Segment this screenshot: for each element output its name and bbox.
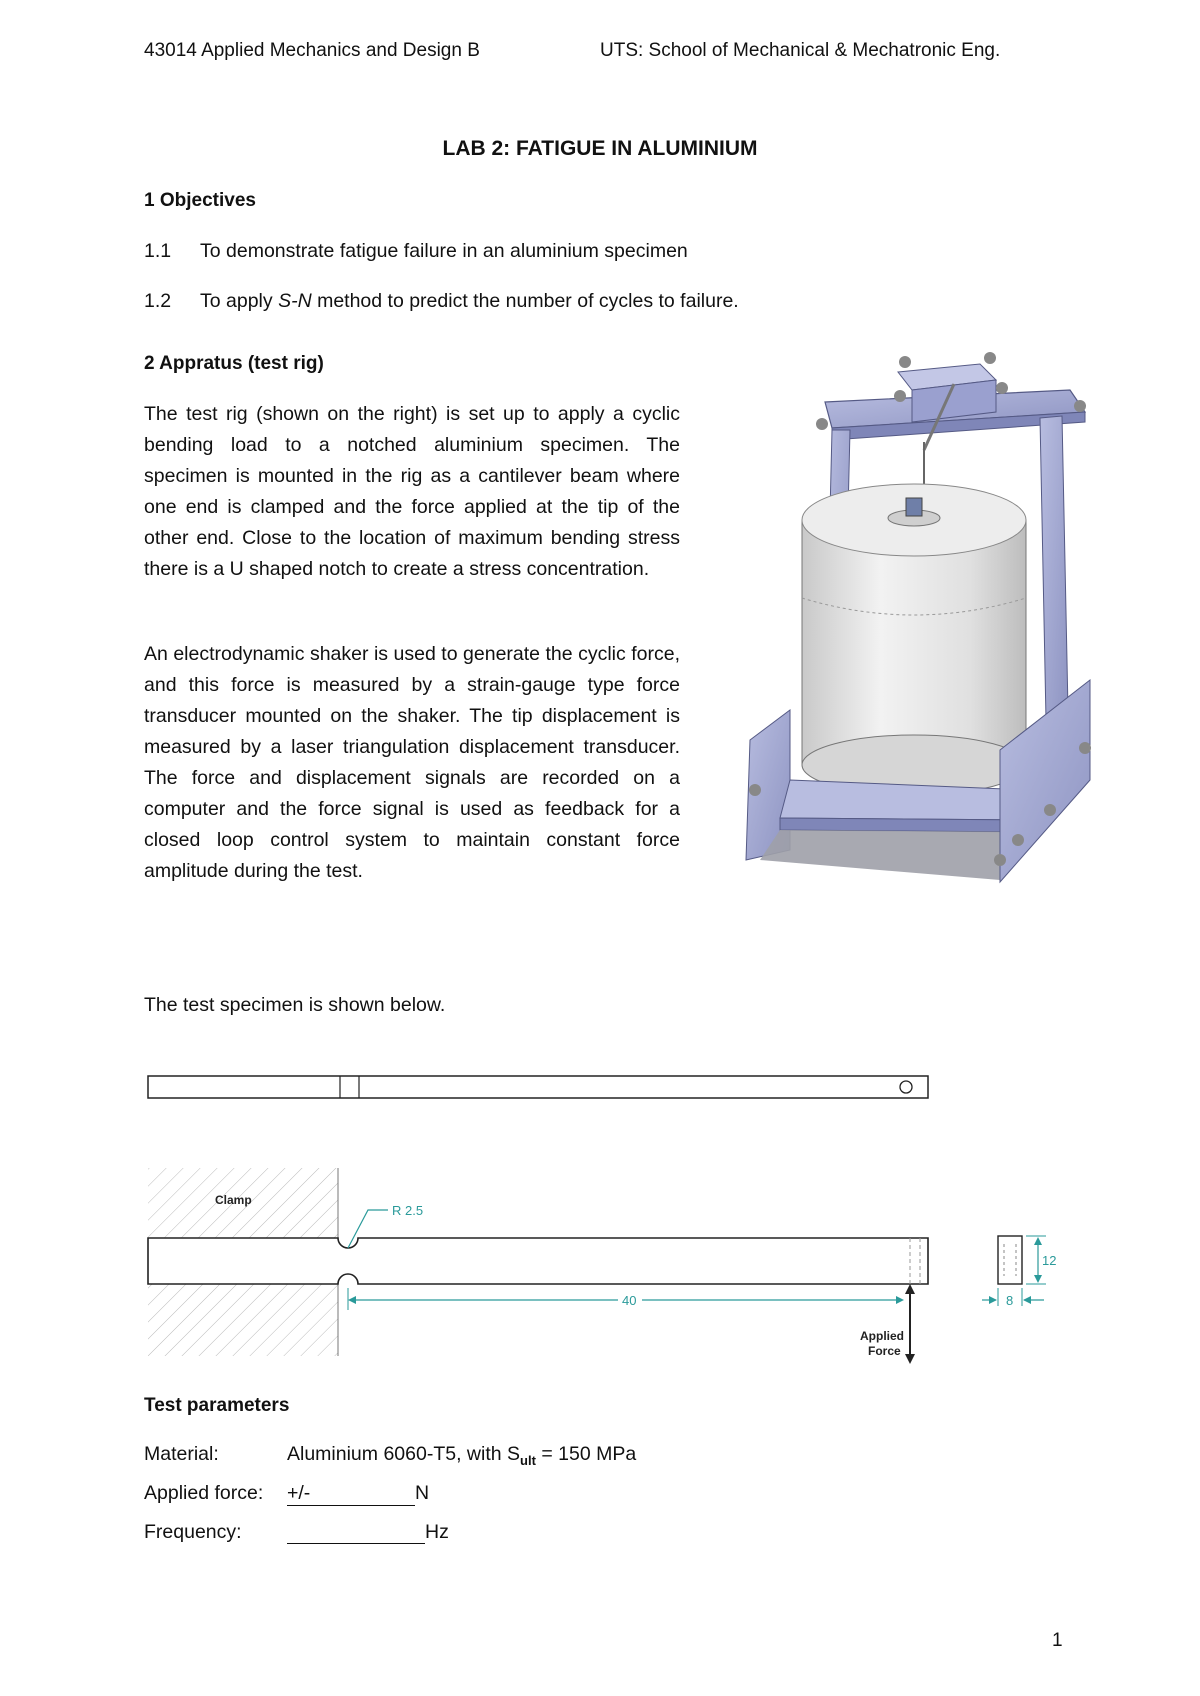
material-value-pre: Aluminium 6060-T5, with S: [287, 1443, 521, 1465]
frequency-label: Frequency:: [144, 1521, 242, 1543]
height-dimension-label: 12: [1042, 1253, 1057, 1268]
applied-force-unit: N: [415, 1482, 430, 1504]
material-row: [144, 1443, 636, 1468]
objective-number: 1.1: [144, 240, 172, 262]
page-title: LAB 2: FATIGUE IN ALUMINIUM: [442, 137, 758, 160]
page-number: 1: [1052, 1630, 1063, 1651]
apparatus-paragraph-1: The test rig (shown on the right) is set up to apply a cyclic bending load to a notched aluminium specimen. The specimen is mounted in the rig as a cantilever beam where one end is clamped and the force applied at the tip of the other end. Close to the location of maximum bending stress there is a U shaped notch to create a stress concentration.: [144, 403, 680, 580]
objective-text-italic: S-N: [278, 290, 312, 312]
objective-text-post: method to predict the number of cycles to failure.: [311, 290, 739, 312]
specimen-cross-section: [998, 1236, 1022, 1284]
specimen-intro-text: The test specimen is shown below.: [144, 994, 446, 1016]
force-label-line1: Applied: [860, 1329, 904, 1343]
objective-item-2: [144, 290, 739, 313]
length-dimension-label: 40: [622, 1293, 637, 1308]
specimen-side-view: [140, 1160, 1080, 1370]
test-rig-illustration: [740, 350, 1110, 895]
frequency-blank[interactable]: [287, 1523, 425, 1544]
radius-dimension-label: R 2.5: [392, 1203, 424, 1218]
applied-force-row: [144, 1482, 429, 1506]
width-dimension-label: 8: [1006, 1293, 1014, 1308]
objective-item-1: [144, 240, 688, 263]
objective-number: 1.2: [144, 290, 172, 312]
objective-text: To demonstrate fatigue failure in an aluminium specimen: [200, 240, 688, 262]
material-label: Material:: [144, 1443, 219, 1465]
objectives-heading: 1 Objectives: [144, 190, 256, 211]
frequency-row: [144, 1521, 449, 1544]
specimen-top-view: [140, 1068, 940, 1104]
header-course: 43014 Applied Mechanics and Design B: [144, 40, 480, 61]
apparatus-paragraph-2: An electrodynamic shaker is used to generate the cyclic force, and this force is measured by a strain-gauge type force transducer mounted on the shaker. The tip displacement is measured by a laser triangulation displacement transducer. The force and displacement signals are recorded on a computer and the force signal is used as feedback for a closed loop control system to maintain constant force amplitude during the test.: [144, 643, 680, 882]
test-parameters-heading: Test parameters: [144, 1395, 290, 1416]
material-value-post: = 150 MPa: [535, 1443, 637, 1465]
objective-text-pre: To apply: [200, 290, 279, 312]
header-school: UTS: School of Mechanical & Mechatronic Eng.: [600, 40, 1001, 61]
applied-force-label: Applied force:: [144, 1482, 264, 1504]
frequency-unit: Hz: [425, 1521, 449, 1543]
clamp-lower-hatch: [148, 1284, 338, 1356]
applied-force-blank[interactable]: [287, 1482, 415, 1506]
material-value-subscript: ult: [520, 1452, 536, 1468]
applied-force-prefix: +/-: [287, 1482, 311, 1504]
force-label-line2: Force: [868, 1344, 901, 1358]
beam-outline: [148, 1238, 928, 1284]
apparatus-heading: 2 Appratus (test rig): [144, 353, 324, 374]
clamp-label: Clamp: [215, 1193, 252, 1207]
